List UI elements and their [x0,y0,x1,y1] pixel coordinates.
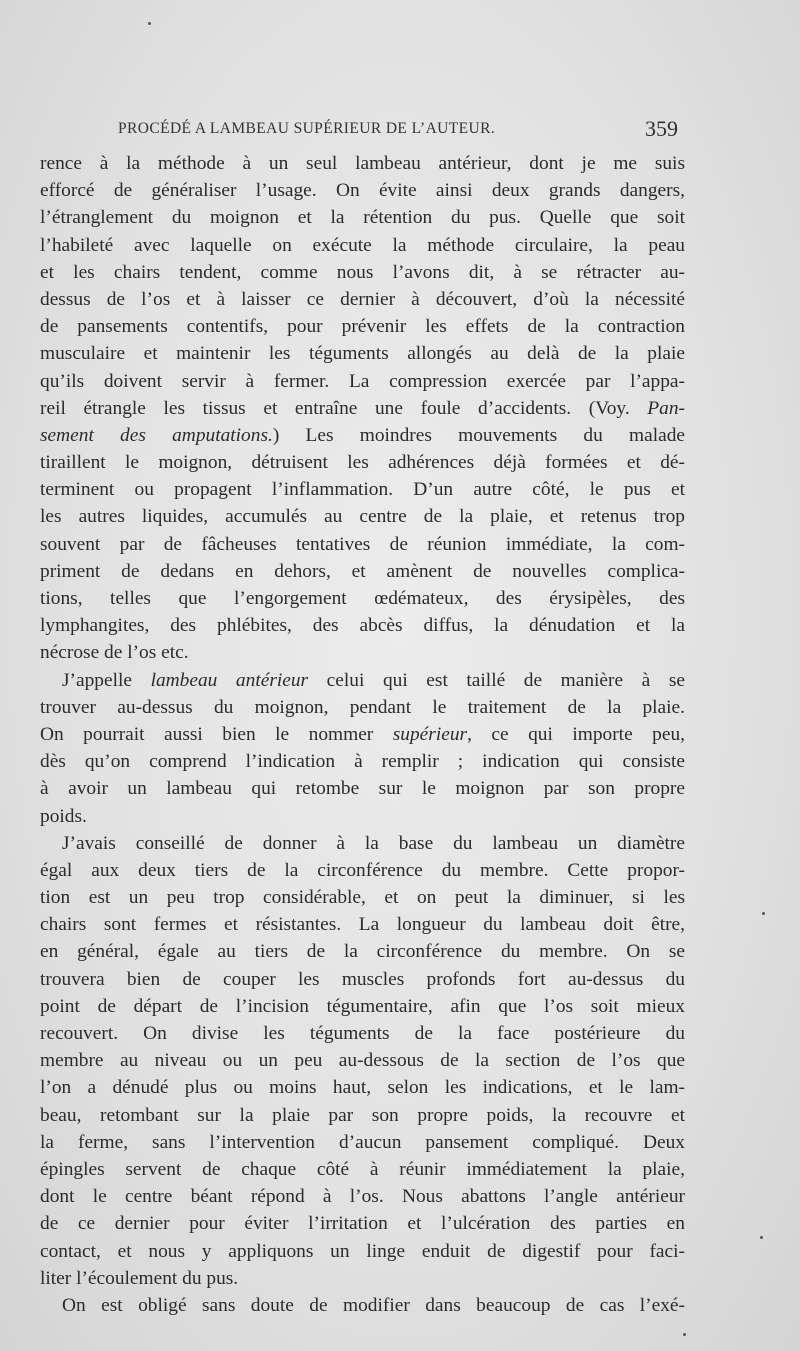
text-line: poids. [40,805,87,827]
text-line: beau, retombant sur la plaie par son propre poids, la recouvre et [40,1104,685,1126]
body-text [40,150,685,1319]
text-line: l’on a dénudé plus ou moins haut, selon les indications, et le lam- [40,1077,685,1099]
text-line: les autres liquides, accumulés au centre de la plaie, et retenus trop [40,506,685,528]
scan-speck [148,22,151,25]
text-line: et les chairs tendent, comme nous l’avons dit, à se rétracter au- [40,261,685,283]
running-title: PROCÉDÉ A LAMBEAU SUPÉRIEUR DE L’AUTEUR. [118,120,496,137]
text-line: l’habileté avec laquelle on exécute la méthode circulaire, la peau [40,234,685,256]
text-line: tiraillent le moignon, détruisent les adhérences déjà formées et dé- [40,452,685,474]
text-line: qu’ils doivent servir à fermer. La compression exercée par l’appa- [40,370,685,392]
text-line: membre au niveau ou un peu au-dessous de la section de l’os que [40,1050,685,1072]
text-line: reil étrangle les tissus et entraîne une foule d’accidents. (Voy. Pan- [40,397,685,419]
text-line: musculaire et maintenir les téguments allongés au delà de la plaie [40,343,685,365]
text-line: terminent ou propagent l’inflammation. D’un autre côté, le pus et [40,479,685,501]
text-line: tion est un peu trop considérable, et on peut la diminuer, si les [40,887,685,909]
text-line: rence à la méthode à un seul lambeau antérieur, dont je me suis [40,153,685,174]
text-line: nécrose de l’os etc. [40,642,189,664]
text-line: dont le centre béant répond à l’os. Nous abattons l’angle antérieur [40,1186,685,1208]
text-line: chairs sont fermes et résistantes. La longueur du lambeau doit être, [40,914,685,936]
text-line: épingles servent de chaque côté à réunir immédiatement la plaie, [40,1158,685,1180]
text-line: point de départ de l’incision tégumentaire, afin que l’os soit mieux [40,995,685,1017]
text-line: de pansements contentifs, pour prévenir les effets de la contraction [40,316,685,338]
text-line: dessus de l’os et à laisser ce dernier à découvert, d’où la nécessité [40,288,685,310]
text-line: efforcé de généraliser l’usage. On évite ainsi deux grands dangers, [40,180,685,202]
scan-speck [762,912,765,915]
text-line: priment de dedans en dehors, et amènent de nouvelles complica- [40,560,685,582]
text-line: trouver au-dessus du moignon, pendant le traitement de la plaie. [40,696,685,718]
text-line: la ferme, sans l’intervention d’aucun pansement compliqué. Deux [40,1131,685,1153]
page-number: 359 [645,116,678,141]
text-line: en général, égale au tiers de la circonférence du membre. On se [40,941,685,963]
text-line: lymphangites, des phlébites, des abcès diffus, la dénudation et la [40,615,685,637]
text-line: dès qu’on comprend l’indication à remplir ; indication qui consiste [40,751,685,773]
scan-speck [683,1333,686,1336]
text-line: On est obligé sans doute de modifier dans beaucoup de cas l’exé- [62,1294,685,1316]
text-line: liter l’écoulement du pus. [40,1267,239,1289]
text-line: tions, telles que l’engorgement œdémateux, des érysipèles, des [40,588,685,609]
scan-speck [760,1236,763,1239]
page-header [118,116,678,146]
text-line: J’appelle lambeau antérieur celui qui est taillé de manière à se [62,669,685,691]
text-line: trouvera bien de couper les muscles profonds fort au-dessus du [40,968,685,990]
text-line: de ce dernier pour éviter l’irritation et l’ulcération des parties en [40,1213,685,1235]
text-line: On pourrait aussi bien le nommer supérieur, ce qui importe peu, [40,723,685,745]
text-line: sement des amputations.) Les moindres mouvements du malade [40,424,686,446]
text-line: recouvert. On divise les téguments de la face postérieure du [40,1023,685,1044]
text-line: contact, et nous y appliquons un linge enduit de digestif pour faci- [40,1240,685,1262]
text-line: égal aux deux tiers de la circonférence du membre. Cette propor- [40,859,685,881]
text-line: à avoir un lambeau qui retombe sur le moignon par son propre [40,778,685,800]
text-line: J’avais conseillé de donner à la base du lambeau un diamètre [62,832,685,854]
text-line: l’étranglement du moignon et la rétention du pus. Quelle que soit [40,207,685,229]
text-line: souvent par de fâcheuses tentatives de réunion immédiate, la com- [40,533,685,555]
